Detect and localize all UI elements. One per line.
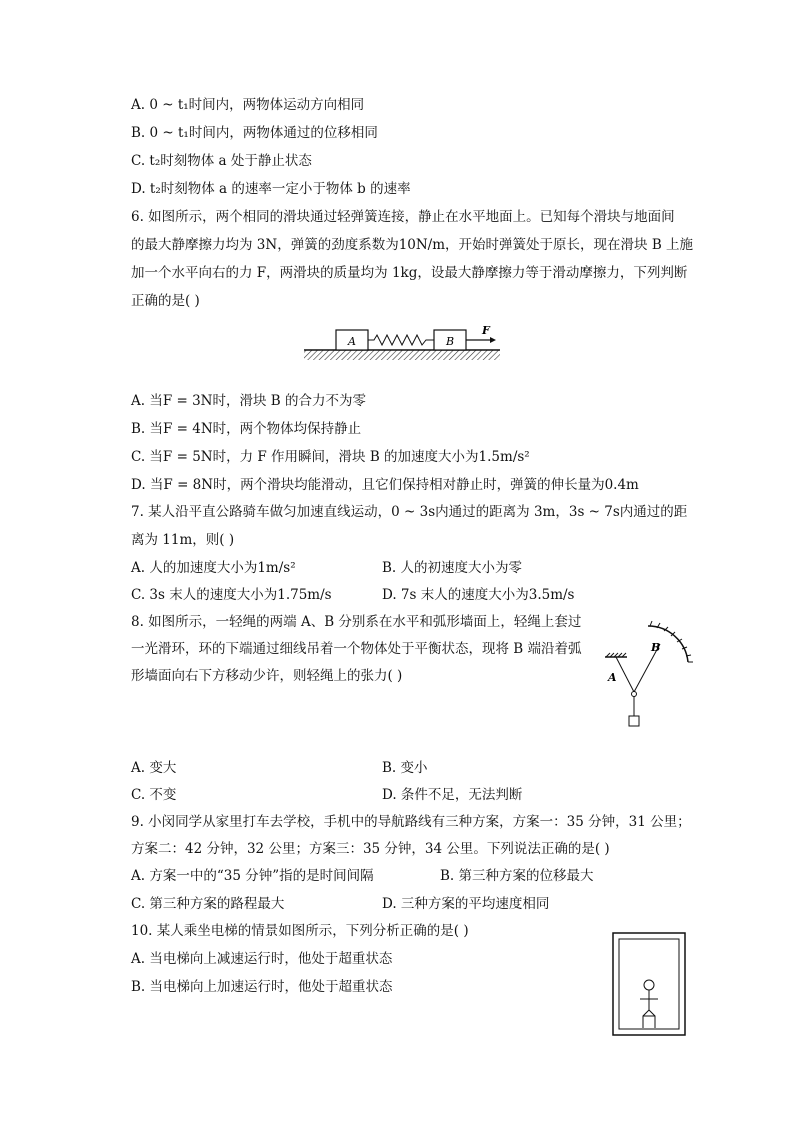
force-label: F (482, 324, 490, 337)
q6-figure-blocks-spring (300, 322, 505, 364)
q9-option-a: A. 方案一中的“35 分钟”指的是时间间隔 (131, 868, 374, 884)
q6-stem-line-3: 加一个水平向右的力 F，两滑块的质量均为 1kg，设最大静摩擦力等于滑动摩擦力，下列判断 (131, 265, 688, 281)
q9-option-d: D. 三种方案的平均速度相同 (382, 896, 550, 912)
q7-stem-line-2: 离为 11m，则( ) (131, 532, 235, 548)
q5-option-c: C. t₂时刻物体 a 处于静止状态 (131, 153, 312, 169)
q10-stem-line-1: 10. 某人乘坐电梯的情景如图所示，下列分析正确的是( ) (131, 923, 469, 939)
q10-option-b: B. 当电梯向上加速运行时，他处于超重状态 (131, 979, 393, 995)
point-b-label: B (651, 641, 661, 654)
q6-option-a: A. 当F = 3N时，滑块 B 的合力不为零 (131, 393, 366, 409)
q9-option-b: B. 第三种方案的位移最大 (440, 868, 594, 884)
ring (632, 692, 637, 697)
block-b-label: B (445, 335, 455, 348)
q7-option-d: D. 7s 末人的速度大小为3.5m/s (382, 587, 575, 603)
q5-option-a: A. 0 ~ t₁时间内，两物体运动方向相同 (131, 97, 365, 113)
spring (368, 335, 434, 345)
block-a-label: A (348, 335, 356, 348)
q7-option-a: A. 人的加速度大小为1m/s² (131, 560, 296, 576)
q9-stem-line-1: 9. 小闵同学从家里打车去学校，手机中的导航路线有三种方案，方案一：35 分钟，31 公里； (131, 814, 691, 830)
q8-stem-line-2: 一光滑环，环的下端通过细线吊着一个物体处于平衡状态，现将 B 端沿着弧 (131, 641, 582, 657)
q8-option-c: C. 不变 (131, 787, 177, 803)
q10-option-a: A. 当电梯向上减速运行时，他处于超重状态 (131, 951, 393, 967)
q8-figure-rope-ring (600, 620, 695, 732)
q6-option-d: D. 当F = 8N时，两个滑块均能滑动，且它们保持相对静止时，弹簧的伸长量为0.4m (131, 477, 639, 493)
q7-option-c: C. 3s 末人的速度大小为1.75m/s (131, 587, 332, 603)
person-head (644, 980, 654, 990)
q8-stem-line-1: 8. 如图所示，一轻绳的两端 A、B 分别系在水平和弧形墙面上，轻绳上套过 (131, 614, 582, 630)
point-a-label: A (608, 671, 617, 684)
q5-option-b: B. 0 ~ t₁时间内，两物体通过的位移相同 (131, 125, 378, 141)
q8-option-a: A. 变大 (131, 760, 177, 776)
q10-figure-elevator (612, 932, 686, 1036)
rope-left (616, 657, 634, 692)
hanging-object (629, 716, 639, 726)
ground-hatch (304, 350, 500, 360)
q6-stem-line-2: 的最大静摩擦力均为 3N，弹簧的劲度系数为10N/m，开始时弹簧处于原长，现在滑块 B 上施 (131, 237, 694, 253)
q9-stem-line-2: 方案二：42 分钟，32 公里；方案三：35 分钟，34 公里。下列说法正确的是( ) (131, 841, 610, 857)
q6-stem-line-4: 正确的是( ) (131, 293, 200, 309)
q7-stem-line-1: 7. 某人沿平直公路骑车做匀加速直线运动，0 ~ 3s内通过的距离为 3m，3s ~ 7s内通过的距 (131, 504, 688, 520)
q5-option-d: D. t₂时刻物体 a 的速率一定小于物体 b 的速率 (131, 181, 411, 197)
q6-option-b: B. 当F = 4N时，两个物体均保持静止 (131, 421, 362, 437)
q7-option-b: B. 人的初速度大小为零 (382, 560, 523, 576)
q6-stem-line-1: 6. 如图所示，两个相同的滑块通过轻弹簧连接，静止在水平地面上。已知每个滑块与地面间 (131, 209, 675, 225)
q6-option-c: C. 当F = 5N时，力 F 作用瞬间，滑块 B 的加速度大小为1.5m/s² (131, 449, 530, 465)
q8-option-d: D. 条件不足，无法判断 (382, 787, 523, 803)
q9-option-c: C. 第三种方案的路程最大 (131, 896, 285, 912)
force-arrow-head (490, 337, 496, 343)
q8-option-b: B. 变小 (382, 760, 428, 776)
q8-stem-line-3: 形墙面向右下方移动少许，则轻绳上的张力( ) (131, 668, 403, 684)
